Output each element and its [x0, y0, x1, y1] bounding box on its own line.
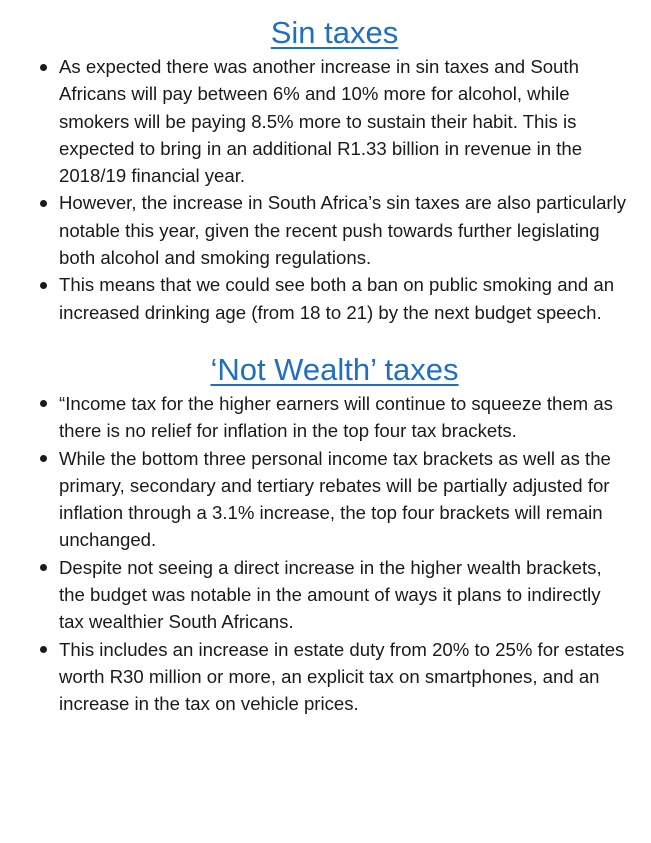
list-item-text: Despite not seeing a direct increase in the higher wealth brackets, the budget was notable in the amount of ways it plans to indirectly tax wealthier South Africans.	[59, 556, 602, 633]
list-item-text: This means that we could see both a ban on public smoking and an increased drinking age (from 18 to 21) by the next budget speech.	[59, 274, 615, 323]
section-title-not-wealth-taxes: ‘Not Wealth’ taxes	[210, 351, 459, 387]
bullet-dot-icon	[40, 400, 47, 407]
bullet-list-not-wealth-taxes	[40, 390, 629, 718]
list-item	[40, 554, 629, 636]
list-item	[40, 53, 629, 189]
list-item-text: However, the increase in South Africa’s sin taxes are also particularly notable this year, given the recent push towards further legislating both alcohol and smoking regulations.	[59, 192, 627, 269]
list-item	[40, 390, 629, 445]
bullet-list-sin-taxes	[40, 53, 629, 326]
list-item	[40, 271, 629, 326]
bullet-dot-icon	[40, 646, 47, 653]
bullet-dot-icon	[40, 64, 47, 71]
list-item-text: As expected there was another increase in sin taxes and South Africans will pay between 6% and 10% more for alcohol, while smokers will be paying 8.5% more to sustain their habit. This is expected to bring in an additional R1.33 billion in revenue in the 2018/19 financial year.	[59, 56, 583, 187]
list-item-text: This includes an increase in estate duty from 20% to 25% for estates worth R30 million or more, an explicit tax on smartphones, and an increase in the tax on vehicle prices.	[59, 638, 625, 715]
list-item	[40, 636, 629, 718]
list-item	[40, 445, 629, 554]
list-item-text: “Income tax for the higher earners will continue to squeeze them as there is no relief for inflation in the top four tax brackets.	[59, 392, 613, 442]
bullet-dot-icon	[40, 282, 47, 289]
bullet-dot-icon	[40, 455, 47, 462]
list-item	[40, 189, 629, 271]
list-item-text: While the bottom three personal income tax brackets as well as the primary, secondary and tertiary rebates will be partially adjusted for inflation through a 3.1% increase, the top four brackets will remain unchanged.	[59, 447, 611, 551]
bullet-dot-icon	[40, 564, 47, 571]
section-title-sin-taxes: Sin taxes	[270, 15, 399, 50]
bullet-dot-icon	[40, 200, 47, 207]
